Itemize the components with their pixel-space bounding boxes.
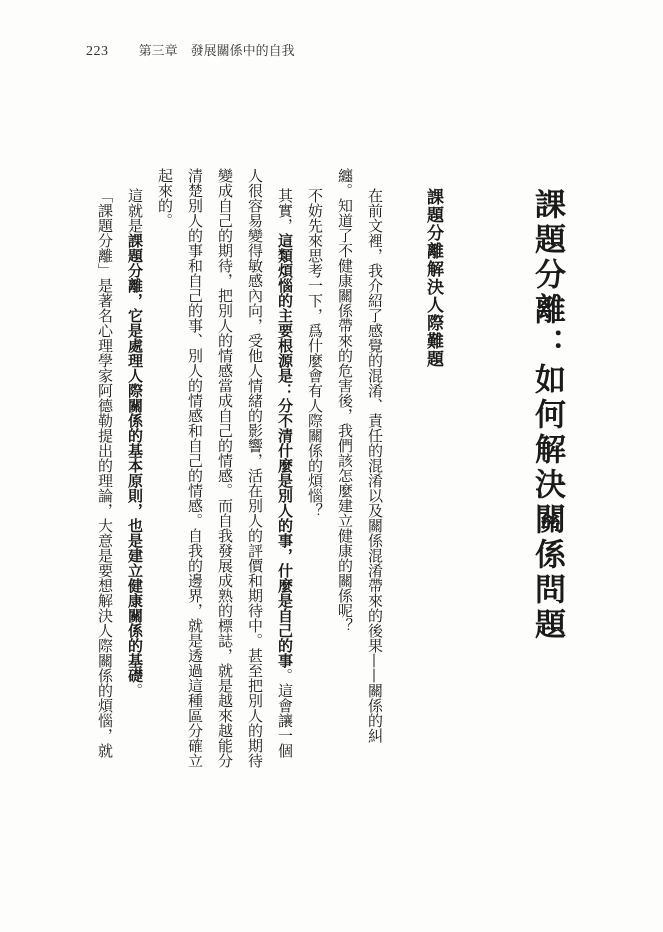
- body-text: 這就是: [126, 188, 144, 233]
- emphasis-text: 這類煩惱的主要根源是：分不清什麼是別人的事，什麼是自己的事: [276, 233, 294, 668]
- running-header: [86, 40, 295, 60]
- body-text: 起來的。: [156, 168, 174, 228]
- body-text: 。這會讓一個: [276, 668, 294, 758]
- body-text: 人很容易變得敏感內向，受他人情緒的影響，活在別人的評價和期待中。甚至把別人的期待: [246, 168, 264, 768]
- paragraph-line: [360, 188, 390, 743]
- paragraph-line: [120, 188, 150, 698]
- paragraph-line: [300, 188, 330, 518]
- body-text: 在前文裡，我介紹了感覺的混淆、責任的混淆以及關係混淆帶來的後果——關係的糾: [366, 188, 384, 743]
- paragraph-line: [210, 168, 240, 768]
- body-text: 不妨先來思考一下，爲什麼會有人際關係的煩惱？: [306, 188, 324, 518]
- paragraph-line: [180, 168, 210, 768]
- chapter-title: 第三章 發展關係中的自我: [138, 44, 295, 59]
- paragraph-line: [240, 168, 270, 768]
- body-text: 。: [126, 683, 144, 698]
- body-text: 其實，: [276, 188, 294, 233]
- paragraph-line: [270, 188, 300, 758]
- paragraph-line: [150, 168, 180, 228]
- body-text: 清楚別人的事和自己的事、別人的情感和自己的情感。自我的邊界，就是透過這種區分確立: [186, 168, 204, 768]
- section-title: 課題分離：如何解決關係問題: [529, 188, 565, 643]
- paragraph-line: [330, 168, 360, 633]
- body-text: 「課題分離」是著名心理學家阿德勒提出的理論，大意是要想解決人際關係的煩惱，就: [96, 188, 114, 758]
- emphasis-text: 課題分離，它是處理人際關係的基本原則，也是建立健康關係的基礎: [126, 233, 144, 683]
- body-text: 變成自己的期待，把別人的情感當成自己的情感。而自我發展成熟的標誌，就是越來越能分: [216, 168, 234, 768]
- body-text: 纏。知道了不健康關係帶來的危害後，我們該怎麼建立健康的關係呢？: [336, 168, 354, 633]
- paragraph-line: [90, 188, 120, 758]
- page-number: 223: [86, 44, 109, 59]
- subheading: 課題分離解決人際難題: [423, 188, 443, 368]
